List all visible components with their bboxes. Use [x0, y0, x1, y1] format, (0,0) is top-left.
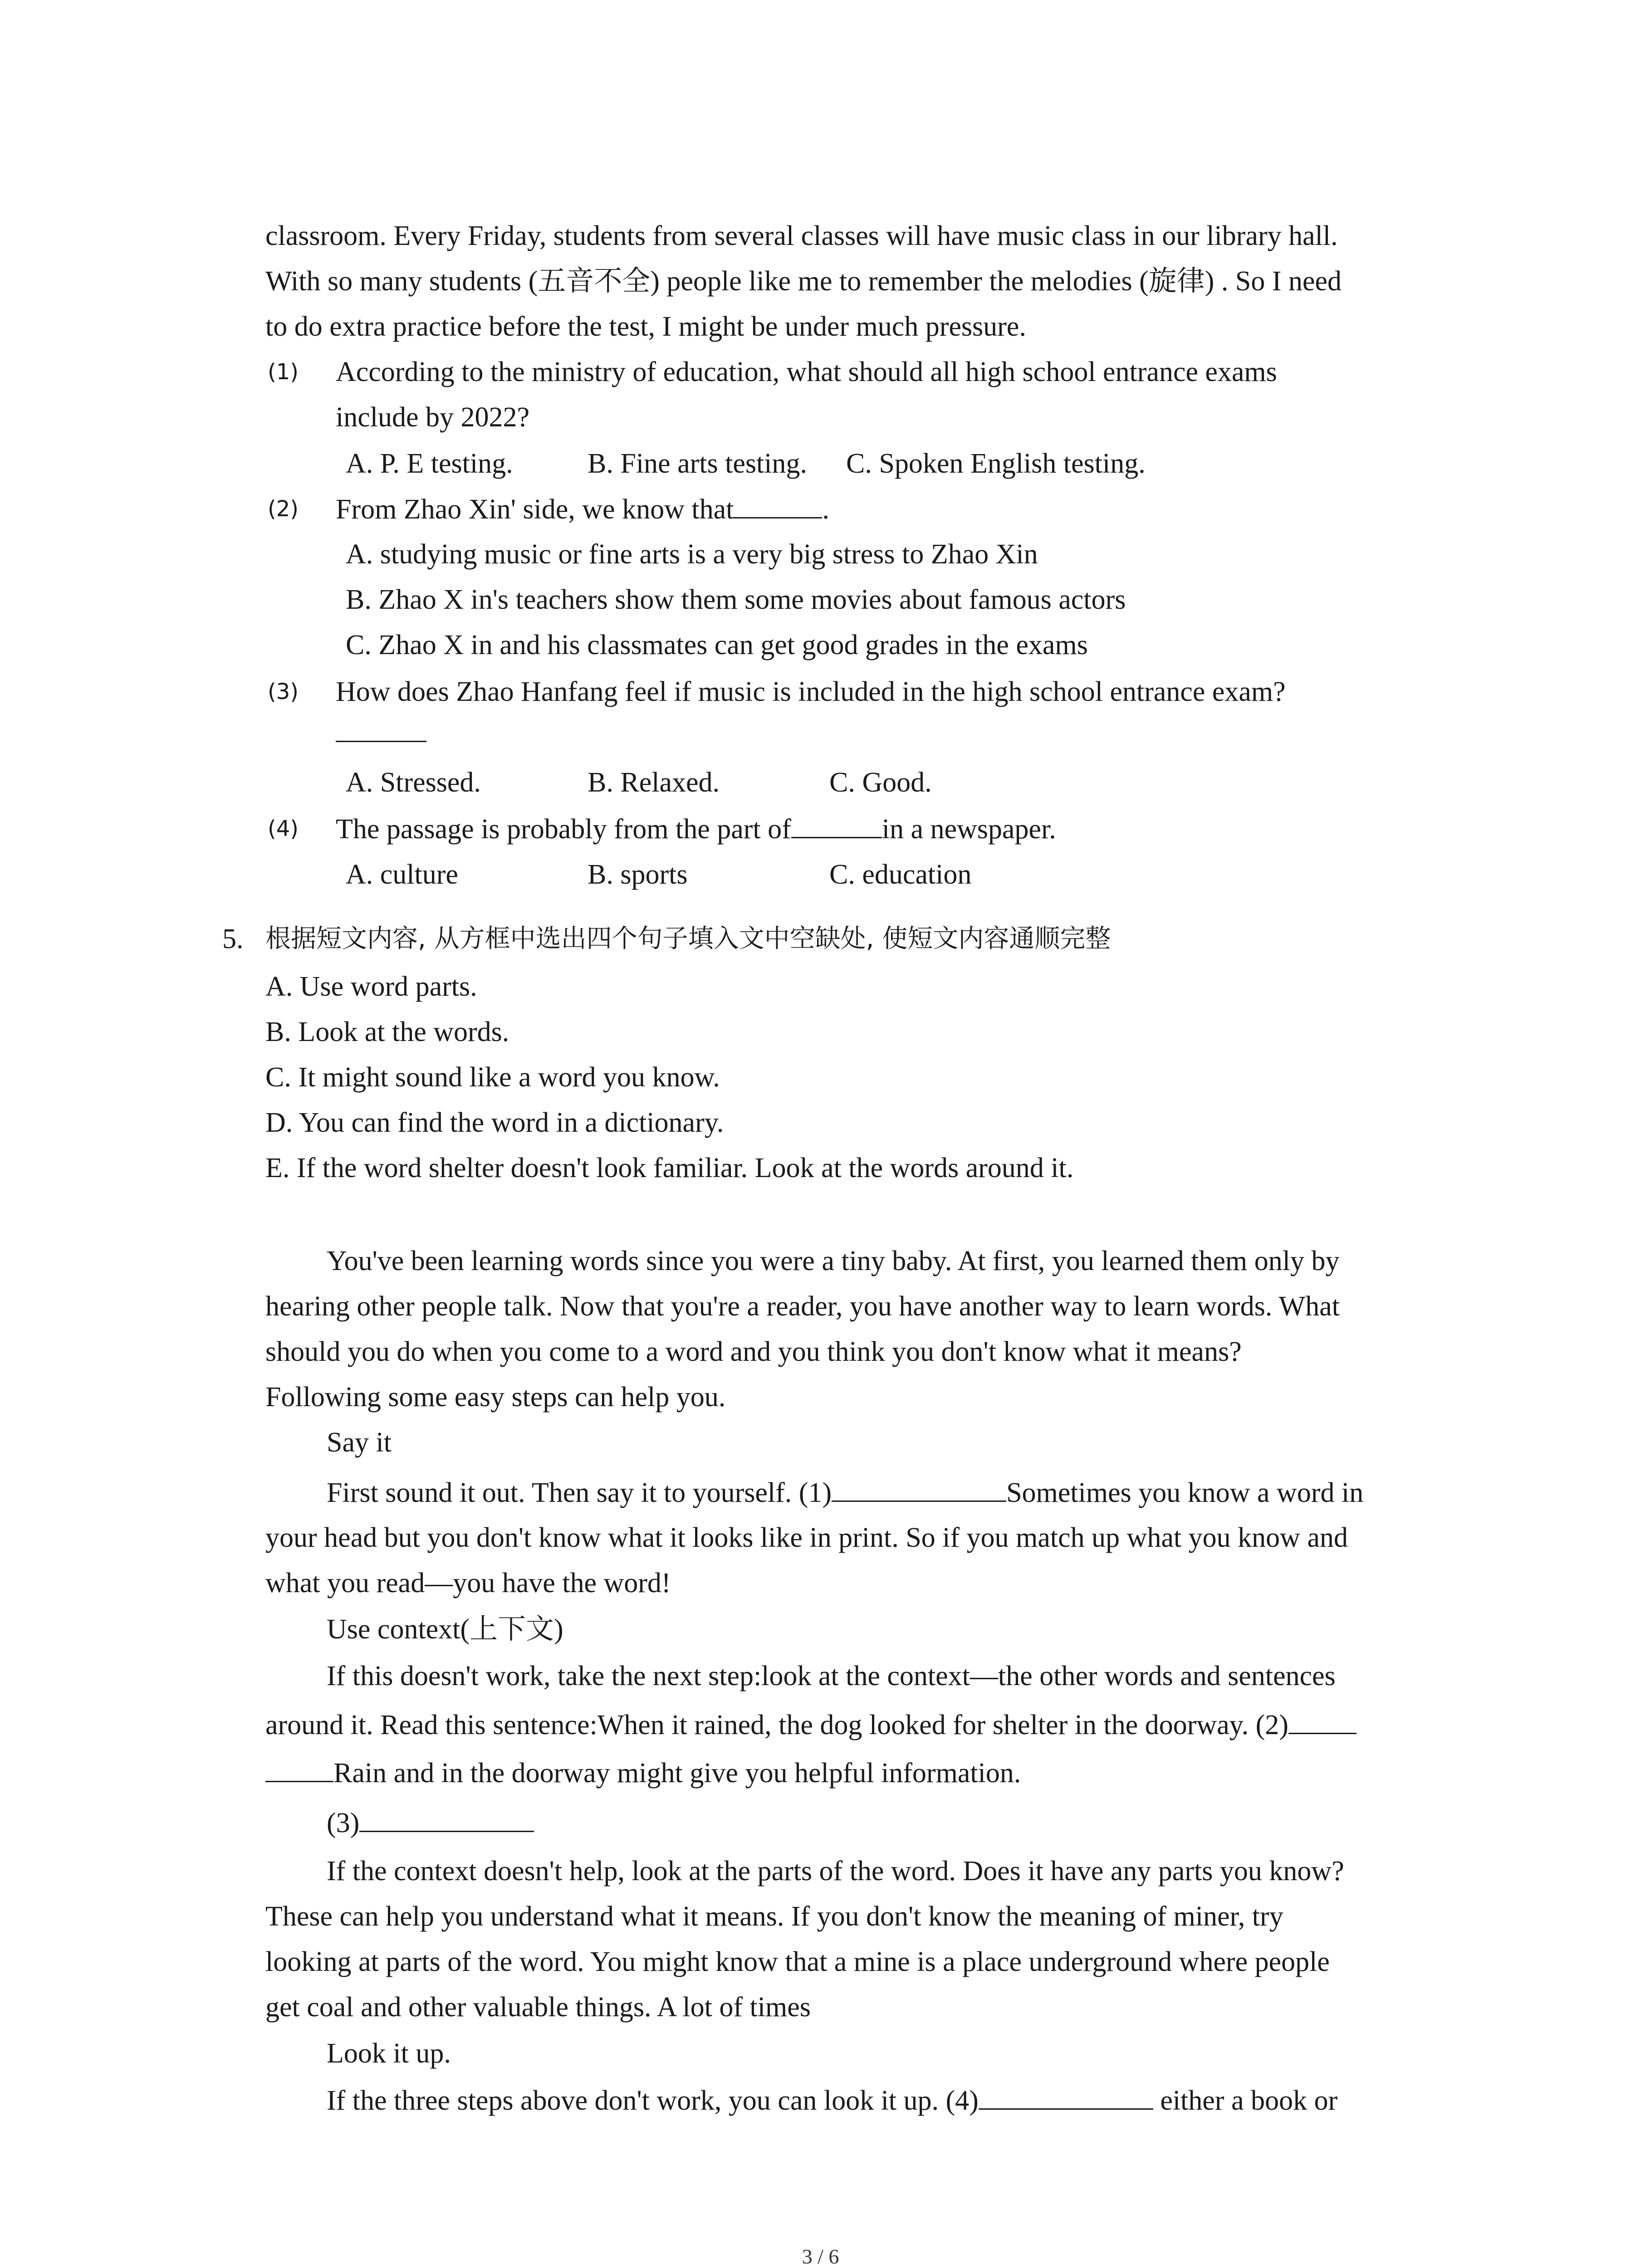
question-2-number: (2) — [268, 496, 299, 522]
option-b: B. Look at the words. — [265, 1017, 509, 1047]
question-4-stem-start: The passage is probably from the part of — [336, 814, 791, 845]
question-1-option-b: B. Fine arts testing. — [588, 448, 807, 479]
passage-p1-line-2: hearing other people talk. Now that you're a reader, you have another way to learn words. What — [265, 1291, 1340, 1322]
say-line-2: your head but you don't know what it looks like in print. So if you match up what you know and — [265, 1522, 1348, 1553]
heading-use-context — [327, 1611, 563, 1647]
question-2-option-a: A. studying music or fine arts is a very big stress to Zhao Xin — [346, 539, 1038, 570]
question-1-stem-line-2: include by 2022? — [336, 402, 530, 433]
answer-blank-2a — [1288, 1706, 1357, 1734]
question-4-number: (4) — [268, 816, 299, 841]
parts-line-1: If the context doesn't help, look at the parts of the word. Does it have any parts you know? — [327, 1856, 1344, 1887]
question-2-option-c: C. Zhao X in and his classmates can get good grades in the exams — [346, 630, 1088, 660]
intro-line-3: to do extra practice before the test, I might be under much pressure. — [265, 311, 1026, 342]
question-1-option-a: A. P. E testing. — [346, 448, 513, 479]
say-line-3: what you read—you have the word! — [265, 1568, 671, 1598]
question-4-option-c: C. education — [829, 859, 972, 890]
question-3-stem: How does Zhao Hanfang feel if music is included in the high school entrance exam? — [336, 676, 1286, 707]
question-3-option-a: A. Stressed. — [346, 767, 481, 798]
question-4-stem-end: in a newspaper. — [882, 814, 1056, 845]
page-number: 3 / 6 — [802, 2245, 839, 2268]
question-3-number: (3) — [268, 679, 299, 704]
answer-blank — [791, 811, 882, 838]
blank-3-line — [327, 1804, 534, 1841]
passage-p1-line-4: Following some easy steps can help you. — [265, 1382, 726, 1413]
parts-line-4: get coal and other valuable things. A lot of times — [265, 1992, 811, 2023]
passage-p1-line-3: should you do when you come to a word and you think you don't know what it means? — [265, 1336, 1242, 1367]
say-line-1-end: Sometimes you know a word in — [1006, 1477, 1364, 1508]
section-5-number: 5. — [222, 924, 244, 954]
option-d: D. You can find the word in a dictionary. — [265, 1107, 724, 1138]
question-4-option-a: A. culture — [346, 859, 458, 890]
question-1-number: (1) — [268, 359, 299, 385]
intro-line-1: classroom. Every Friday, students from several classes will have music class in our library hall. — [265, 220, 1338, 251]
question-2-option-b: B. Zhao X in's teachers show them some movies about famous actors — [346, 584, 1126, 615]
heading-look-it-up: Look it up. — [327, 2038, 451, 2069]
answer-blank — [336, 714, 426, 742]
context-line-2-text: around it. Read this sentence:When it rained, the dog looked for shelter in the doorway. (2) — [265, 1710, 1288, 1740]
option-a: A. Use word parts. — [265, 971, 477, 1002]
question-4-option-b: B. sports — [588, 859, 688, 890]
context-line-1: If this doesn't work, take the next step:look at the context—the other words and sentences — [327, 1661, 1336, 1691]
question-1-stem-line-1: According to the ministry of education, what should all high school entrance exams — [336, 357, 1277, 387]
say-line-1 — [327, 1474, 1363, 1511]
blank-3-label: (3) — [327, 1808, 360, 1838]
question-4-stem — [336, 811, 1056, 847]
answer-blank-2b — [265, 1755, 333, 1782]
say-line-1-start: First sound it out. Then say it to yourself. (1) — [327, 1477, 832, 1508]
lookup-line-1-start: If the three steps above don't work, you can look it up. (4) — [327, 2085, 979, 2116]
question-3-option-b: B. Relaxed. — [588, 767, 720, 798]
answer-blank-3 — [359, 1804, 534, 1832]
heading-say-it: Say it — [327, 1427, 392, 1458]
answer-blank — [734, 491, 822, 518]
parts-line-3: looking at parts of the word. You might know that a mine is a place underground where people — [265, 1946, 1330, 1977]
context-line-3-text: Rain and in the doorway might give you helpful information. — [333, 1758, 1021, 1789]
intro-line-2: With so many students (五音不全) people like me to remember the melodies (旋律) . So I need — [265, 266, 1342, 297]
option-c: C. It might sound like a word you know. — [265, 1062, 720, 1093]
question-3-option-c: C. Good. — [829, 767, 932, 798]
heading-use-context-text: Use context(上下文) — [327, 1614, 563, 1645]
question-3-blank-line — [336, 714, 426, 751]
lookup-line-1 — [327, 2082, 1337, 2119]
context-line-2 — [265, 1706, 1357, 1743]
passage-p1-line-1: You've been learning words since you were a tiny baby. At first, you learned them only by — [327, 1246, 1340, 1276]
context-line-3 — [265, 1755, 1021, 1791]
answer-blank-1 — [832, 1474, 1006, 1502]
question-2-stem-end: . — [822, 494, 829, 525]
answer-blank-4 — [979, 2082, 1153, 2110]
section-5-instruction: 根据短文内容, 从方框中选出四个句子填入文中空缺处, 使短文内容通顺完整 — [265, 924, 1111, 953]
parts-line-2: These can help you understand what it means. If you don't know the meaning of miner, try — [265, 1901, 1283, 1932]
question-2-stem — [336, 491, 829, 528]
question-2-stem-text: From Zhao Xin' side, we know that — [336, 494, 734, 525]
lookup-line-1-end: either a book or — [1160, 2085, 1338, 2116]
question-1-option-c: C. Spoken English testing. — [846, 448, 1146, 479]
option-e: E. If the word shelter doesn't look familiar. Look at the words around it. — [265, 1153, 1074, 1183]
